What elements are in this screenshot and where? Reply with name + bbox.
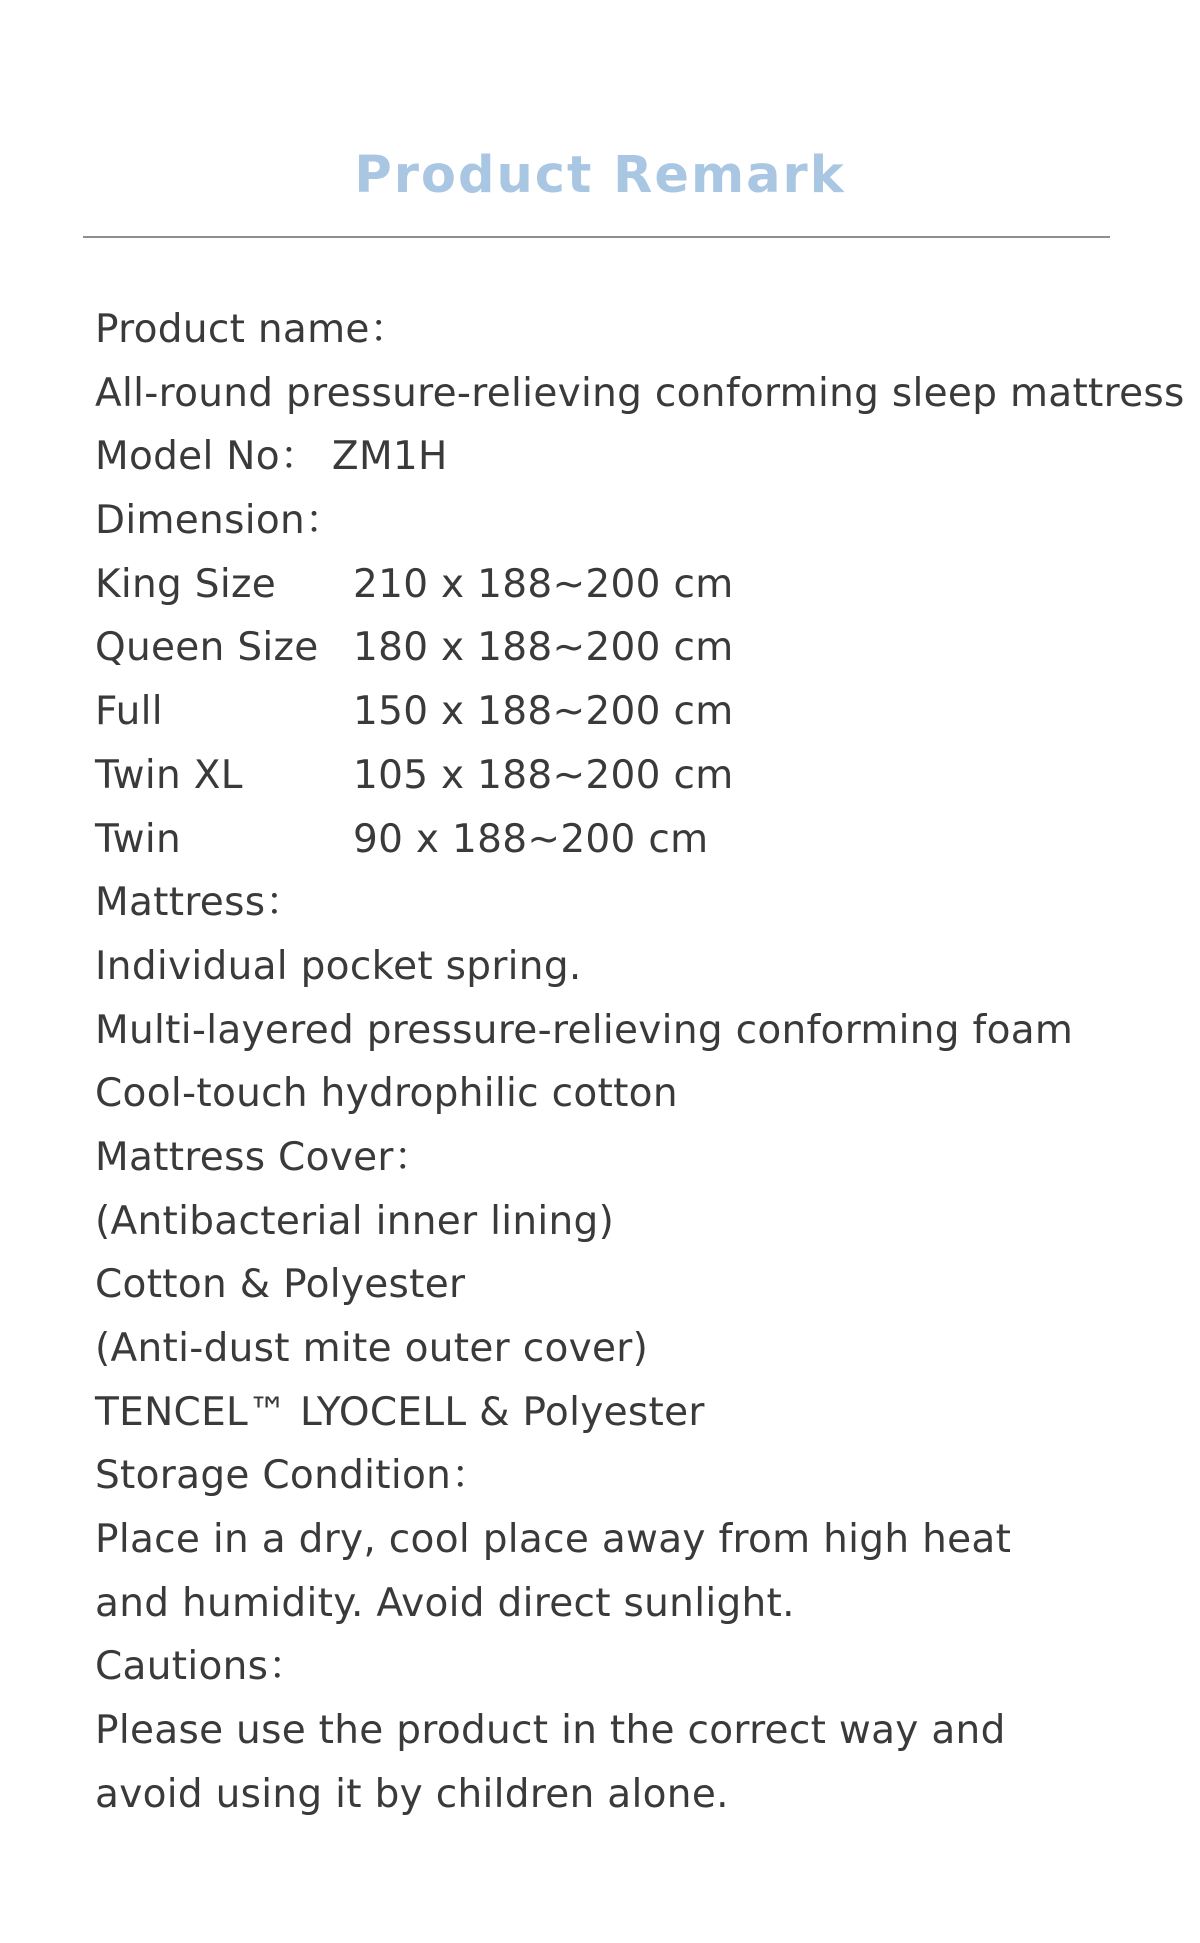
title-divider [83, 236, 1110, 238]
storage-label: Storage Condition： [95, 1453, 491, 1499]
page-title: Product Remark [354, 146, 846, 205]
size-row-full [95, 680, 1175, 744]
product-remark-content [95, 298, 1185, 1827]
size-row-twin-xl [95, 744, 1175, 808]
mattress-cover-line: (Antibacterial inner lining) [95, 1198, 615, 1244]
mattress-line: Cool-touch hydrophilic cotton [95, 1071, 678, 1117]
dimension-label: Dimension： [95, 498, 345, 544]
size-row-queen [95, 616, 1175, 680]
storage-line: Place in a dry, cool place away from high heat [95, 1517, 1012, 1563]
mattress-label: Mattress： [95, 880, 305, 926]
size-name: Full [95, 689, 163, 735]
size-value: 90 x 188~200 cm [353, 816, 709, 862]
mattress-cover-line: Cotton & Polyester [95, 1262, 466, 1308]
size-value: 180 x 188~200 cm [353, 625, 734, 671]
cautions-label: Cautions： [95, 1644, 308, 1690]
cautions-line: avoid using it by children alone. [95, 1771, 729, 1817]
mattress-cover-label: Mattress Cover： [95, 1134, 434, 1180]
size-name: Queen Size [95, 625, 319, 671]
size-name: Twin XL [95, 752, 243, 798]
mattress-line: Multi-layered pressure-relieving conforming foam [95, 1007, 1074, 1053]
cautions-line: Please use the product in the correct way and [95, 1708, 1006, 1754]
product-name-value: All-round pressure-relieving conforming sleep mattress [95, 370, 1185, 416]
size-value: 150 x 188~200 cm [353, 689, 734, 735]
model-number: Model No： ZM1H [95, 434, 448, 480]
size-value: 210 x 188~200 cm [353, 561, 734, 607]
size-value: 105 x 188~200 cm [353, 752, 734, 798]
size-name: King Size [95, 561, 277, 607]
mattress-cover-line: (Anti-dust mite outer cover) [95, 1326, 649, 1371]
size-name: Twin [95, 816, 182, 862]
mattress-cover-line: TENCEL™ LYOCELL & Polyester [95, 1389, 705, 1435]
product-name-label: Product name： [95, 307, 409, 352]
size-row-king [95, 553, 1175, 617]
storage-line: and humidity. Avoid direct sunlight. [95, 1580, 795, 1626]
mattress-line: Individual pocket spring. [95, 943, 582, 989]
size-row-twin [95, 808, 1175, 872]
